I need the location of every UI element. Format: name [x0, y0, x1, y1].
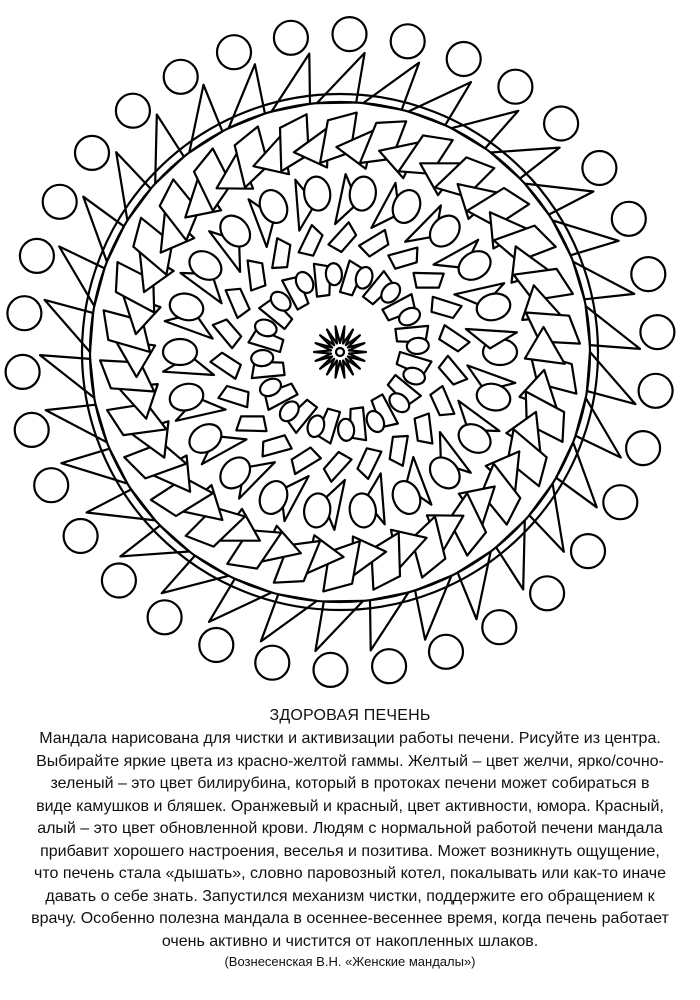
- petal-bead: [612, 202, 646, 236]
- petal-bead: [544, 107, 578, 141]
- petal-bead: [530, 576, 564, 610]
- description-text: [5, 728, 695, 953]
- petal-bead: [6, 355, 40, 389]
- band-shape: [248, 261, 266, 291]
- band-shape: [236, 416, 266, 431]
- petal-bead: [217, 35, 251, 69]
- petal-bead: [372, 649, 406, 683]
- drop-shape: [337, 418, 355, 441]
- description-line: алый – это цвет обновленной крови. Людям с нормальной работой печени мандала: [37, 820, 663, 837]
- petal-bead: [75, 136, 109, 170]
- petal-bead: [199, 628, 233, 662]
- center-dot: [336, 348, 344, 356]
- band-shape: [218, 386, 248, 407]
- petal-cone: [576, 398, 621, 458]
- description-line: врачу. Особенно полезна мандала в осеннее-весеннее время, когда печень работает: [31, 910, 669, 927]
- band-shape: [414, 273, 444, 288]
- band-shape: [390, 436, 408, 466]
- band-shape: [299, 225, 323, 256]
- band-shape: [100, 360, 154, 391]
- band-shape: [439, 356, 467, 385]
- petal-cone: [162, 556, 229, 594]
- drop-shape: [251, 349, 274, 367]
- band-shape: [213, 320, 241, 349]
- petal-bead: [20, 239, 54, 273]
- description-line: зеленый – это цвет билирубина, который в протоках печени может собираться в: [50, 775, 650, 792]
- petal-bead: [314, 653, 348, 687]
- petal-bead: [391, 24, 425, 58]
- petal-bead: [626, 431, 660, 465]
- petal-cone: [415, 576, 451, 640]
- petal-cone: [408, 82, 471, 125]
- description-line: очень активно и чистится от накопленных шлаков.: [161, 932, 539, 950]
- petal-cone: [229, 64, 265, 128]
- petal-bead: [274, 21, 308, 55]
- petal-bead: [571, 534, 605, 568]
- petal-bead: [447, 42, 481, 76]
- petal-bead: [603, 485, 637, 519]
- petal-bead: [102, 564, 136, 598]
- petal-bead: [582, 151, 616, 185]
- source-citation: (Вознесенская В.Н. «Женские мандалы»): [224, 954, 476, 969]
- band-shape: [432, 297, 462, 318]
- mandala-drawing: [6, 17, 675, 687]
- petal-bead: [15, 413, 49, 447]
- band-shape: [415, 414, 433, 444]
- petal-cone: [209, 579, 272, 622]
- caption-block: [0, 706, 700, 970]
- petal-bead: [333, 17, 367, 51]
- petal-cone: [87, 489, 156, 520]
- petal-bead: [482, 610, 516, 644]
- petal-cone: [586, 306, 640, 349]
- drop-shape: [406, 337, 429, 355]
- petal-bead: [43, 185, 77, 219]
- petal-bead: [631, 257, 665, 291]
- petal-cone: [261, 594, 317, 641]
- band-shape: [272, 238, 290, 268]
- petal-bead: [64, 519, 98, 553]
- petal-bead: [164, 60, 198, 94]
- petal-cone: [451, 111, 518, 149]
- petal-cone: [556, 442, 597, 507]
- band-shape: [263, 435, 292, 456]
- petal-bead: [639, 374, 673, 408]
- petal-cone: [59, 247, 104, 307]
- description-line: прибавит хорошего настроения, веселья и позитива. Может возникнуть ощущение,: [40, 842, 660, 860]
- petal-bead: [116, 94, 150, 128]
- band-shape: [358, 448, 382, 479]
- petal-cone: [363, 63, 419, 110]
- description-line: виде камушков и бляшек. Оранжевый и красный, цвет активности, юмора. Красный,: [36, 797, 664, 815]
- band-shape: [280, 114, 309, 171]
- description-line: что печень стала «дышать», словно паровозный котел, покалывать или как-то иначе: [34, 865, 666, 882]
- band-shape: [226, 289, 250, 318]
- petal-cone: [83, 197, 124, 262]
- petal-bead: [255, 646, 289, 680]
- band-shape: [359, 230, 388, 257]
- band-shape: [324, 452, 352, 482]
- description-line: Мандала нарисована для чистки и активизации работы печени. Рисуйте из центра.: [39, 730, 661, 747]
- drop-shape: [325, 263, 343, 286]
- description-line: Выбирайте яркие цвета из красно-желтой гаммы. Желтый – цвет желчи, ярко/сочно-: [36, 752, 664, 770]
- petal-cone: [40, 355, 94, 398]
- band-shape: [430, 386, 454, 415]
- band-shape: [328, 222, 356, 252]
- petal-bead: [148, 600, 182, 634]
- petal-bead: [640, 315, 674, 349]
- drop-shape: [163, 339, 197, 365]
- petal-bead: [498, 70, 532, 104]
- band-shape: [388, 248, 417, 269]
- description-line: давать о себе знать. Запустился механизм чистки, поддержите его обращением к: [45, 887, 655, 905]
- band-shape: [526, 313, 580, 344]
- band-shape: [292, 448, 321, 475]
- band-shape: [371, 533, 400, 590]
- petal-bead: [7, 296, 41, 330]
- petal-cone: [525, 184, 594, 215]
- petal-bead: [429, 635, 463, 669]
- page-title: ЗДОРОВАЯ ПЕЧЕНЬ: [269, 707, 431, 724]
- petal-bead: [34, 468, 68, 502]
